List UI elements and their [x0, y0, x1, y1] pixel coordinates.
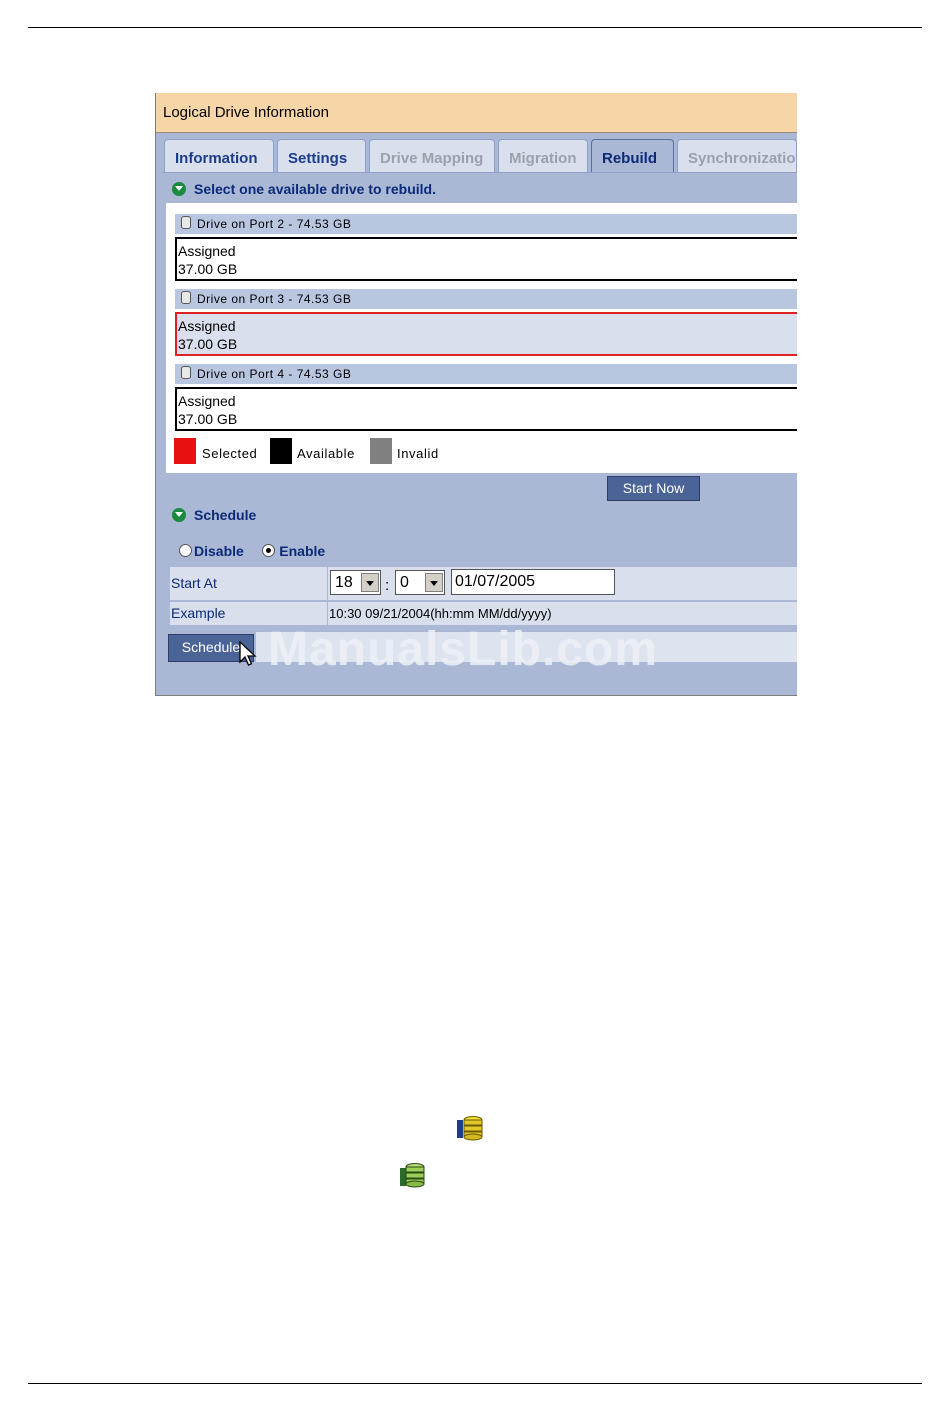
page-bottom-rule [28, 1383, 922, 1384]
drive-size: 37.00 GB [178, 261, 238, 277]
enable-radio-label[interactable]: Enable [279, 543, 326, 559]
drive-title-text: Drive on Port 2 - 74.53 GB [197, 217, 352, 231]
drive-cylinder-icon [181, 216, 191, 229]
drive-title-text: Drive on Port 3 - 74.53 GB [197, 292, 352, 306]
hour-select[interactable] [330, 570, 381, 595]
drive-status: Assigned [178, 393, 236, 409]
mouse-pointer-icon [239, 641, 257, 669]
tab-strip-divider [162, 172, 797, 173]
tab-information[interactable]: Information [164, 139, 274, 172]
legend-label-invalid: Invalid [397, 446, 439, 461]
page-top-rule [28, 27, 922, 28]
schedule-mode-radios [179, 543, 325, 561]
start-at-label: Start At [170, 567, 327, 600]
drive-title-text: Drive on Port 4 - 74.53 GB [197, 367, 352, 381]
logical-drive-panel [155, 93, 797, 696]
minute-select-value: 0 [400, 574, 409, 591]
time-colon: : [385, 577, 390, 594]
legend-swatch-selected [174, 438, 196, 464]
drive-title-port-3 [175, 289, 797, 309]
chevron-down-icon[interactable] [425, 573, 443, 592]
drive-size: 37.00 GB [178, 411, 238, 427]
legend-label-available: Available [297, 446, 355, 461]
minute-select[interactable] [395, 570, 445, 595]
database-stack-yellow-icon [456, 1114, 484, 1142]
panel-title: Logical Drive Information [163, 104, 329, 121]
rebuild-instruction-text: Select one available drive to rebuild. [194, 181, 436, 197]
legend-label-selected: Selected [202, 446, 258, 461]
example-label: Example [170, 602, 327, 625]
chevron-down-circle-icon [172, 182, 186, 196]
drive-cylinder-icon [181, 291, 191, 304]
schedule-heading-text: Schedule [194, 507, 257, 523]
drive-size: 37.00 GB [178, 336, 238, 352]
example-value: 10:30 09/21/2004(hh:mm MM/dd/yyyy) [328, 602, 797, 625]
start-now-button[interactable]: Start Now [607, 476, 700, 501]
drive-cylinder-icon [181, 366, 191, 379]
disable-radio-label[interactable]: Disable [194, 543, 244, 559]
tab-migration: Migration [498, 139, 588, 172]
drive-status: Assigned [178, 243, 236, 259]
drive-list [166, 203, 797, 473]
drive-status: Assigned [178, 318, 236, 334]
tab-rebuild[interactable]: Rebuild [591, 139, 674, 172]
drive-title-port-2 [175, 214, 797, 234]
database-stack-green-icon [399, 1162, 427, 1190]
chevron-down-icon[interactable] [361, 573, 379, 592]
enable-radio[interactable] [262, 544, 275, 557]
panel-header [156, 93, 797, 133]
drive-option-port-3[interactable] [175, 312, 797, 356]
schedule-heading [172, 507, 256, 523]
chevron-down-circle-icon [172, 508, 186, 522]
hour-select-value: 18 [335, 574, 353, 591]
watermark-text: ManualsLib.com [268, 623, 659, 676]
tab-synchronization: Synchronizatio [677, 139, 797, 172]
legend-swatch-invalid [370, 438, 392, 464]
tab-drive-mapping: Drive Mapping [369, 139, 495, 172]
rebuild-instruction [172, 181, 436, 197]
schedule-button[interactable]: Schedule [168, 634, 254, 662]
disable-radio[interactable] [179, 544, 192, 557]
drive-title-port-4 [175, 364, 797, 384]
start-date-field[interactable]: 01/07/2005 [451, 569, 615, 595]
drive-option-port-2[interactable] [175, 237, 797, 281]
drive-option-port-4[interactable] [175, 387, 797, 431]
legend-swatch-available [270, 438, 292, 464]
tab-settings[interactable]: Settings [277, 139, 366, 172]
